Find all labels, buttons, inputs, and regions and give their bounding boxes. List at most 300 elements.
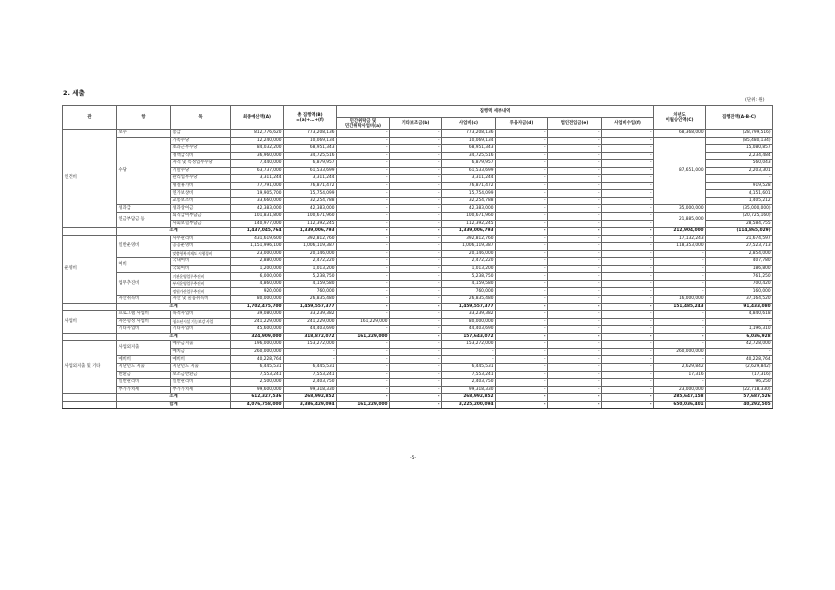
table-row xyxy=(63,379,773,387)
hang-general-operating: 일반운영비 xyxy=(117,235,171,258)
cell-final-budget: 612,327,536 xyxy=(231,394,284,402)
cell-final-budget: 77,791,000 xyxy=(231,182,284,190)
hang-travel: 여비 xyxy=(117,258,171,273)
cell-col-b: - xyxy=(390,401,442,409)
cell-col-f: - xyxy=(602,160,654,168)
page-number: -5- xyxy=(410,456,417,461)
cell-unused: - xyxy=(706,175,773,183)
cell-col-a: - xyxy=(337,190,390,198)
cell-col-c: 773,208,136 xyxy=(442,130,496,138)
cell-col-a: - xyxy=(337,273,390,281)
cell-col-a: - xyxy=(337,258,390,266)
subtotal-row xyxy=(63,228,773,236)
cell-col-b: - xyxy=(390,152,442,160)
cell-col-c: 6,879,957 xyxy=(442,160,496,168)
cell-col-b: - xyxy=(390,288,442,296)
cell-final-budget: 6,445,531 xyxy=(231,363,284,371)
cell-col-a: - xyxy=(337,394,390,402)
cell-col-d: - xyxy=(496,190,548,198)
cell-col-b: - xyxy=(390,379,442,387)
cell-carryover: - xyxy=(654,356,706,364)
cell-col-f: - xyxy=(602,235,654,243)
cell-col-e: - xyxy=(548,265,602,273)
cell-col-b: - xyxy=(390,243,442,251)
subtotal-label: 소계 xyxy=(117,228,231,236)
cell-final-budget: 4,860,000 xyxy=(231,280,284,288)
cell-col-f: - xyxy=(602,220,654,228)
cell-col-c: 1,013,200 xyxy=(442,265,496,273)
cell-total-exec: 153,272,000 xyxy=(284,341,337,349)
cell-col-c: 44,403,690 xyxy=(442,326,496,334)
cell-col-f: - xyxy=(602,265,654,273)
cell-carryover: 17,132,243 xyxy=(654,235,706,243)
cell-col-f: - xyxy=(602,280,654,288)
cell-col-d: - xyxy=(496,265,548,273)
cell-unused: 57,687,526 xyxy=(706,394,773,402)
subtotal-row xyxy=(63,394,773,402)
cell-final-budget: 42,383,000 xyxy=(231,205,284,213)
cell-carryover: 650,036,401 xyxy=(654,401,706,409)
header-col-a: 민간위탁금 및 민간위탁사업비(a) xyxy=(337,118,390,130)
cell-col-d: - xyxy=(496,167,548,175)
cell-unused: 96,250 xyxy=(706,379,773,387)
cell-col-f: - xyxy=(602,213,654,221)
cell-final-budget: 920,000 xyxy=(231,288,284,296)
cell-total-exec: 15,754,099 xyxy=(284,190,337,198)
cell-final-budget: 4,076,758,000 xyxy=(231,401,284,409)
hang-salary: 보수 xyxy=(117,130,171,138)
cell-col-f: - xyxy=(602,386,654,394)
section-title: 2. 세출 xyxy=(63,89,85,97)
cell-col-a: - xyxy=(337,130,390,138)
cell-final-budget: 19,905,700 xyxy=(231,190,284,198)
cell-total-exec: 1,013,200 xyxy=(284,265,337,273)
cell-col-b: - xyxy=(390,311,442,319)
cell-col-c: 20,146,000 xyxy=(442,250,496,258)
cell-col-c: 392,812,760 xyxy=(442,235,496,243)
cell-col-c: 80,000,000 xyxy=(442,318,496,326)
cell-final-budget: 101,831,800 xyxy=(231,213,284,221)
cell-col-d: - xyxy=(496,371,548,379)
cell-col-e: - xyxy=(548,394,602,402)
cell-col-d: - xyxy=(496,363,548,371)
gwan-other: 사업외지출 및 기타 xyxy=(63,341,117,394)
cell-col-b: - xyxy=(390,250,442,258)
cell-col-b: - xyxy=(390,220,442,228)
cell-total-exec: 3,386,429,094 xyxy=(284,401,337,409)
cell-col-c: 76,871,472 xyxy=(442,182,496,190)
cell-total-exec: 76,871,472 xyxy=(284,182,337,190)
cell-col-c: 2,472,220 xyxy=(442,258,496,266)
cell-carryover: - xyxy=(654,258,706,266)
cell-total-exec: - xyxy=(284,356,337,364)
cell-col-b: - xyxy=(390,190,442,198)
cell-col-b: - xyxy=(390,341,442,349)
cell-final-budget: 324,909,000 xyxy=(231,333,284,341)
cell-mok: 퇴직급여부담금 xyxy=(171,213,231,221)
table-row xyxy=(63,326,773,334)
cell-col-c: 7,553,241 xyxy=(442,371,496,379)
cell-mok: 부서운영업무추진비 xyxy=(171,280,231,288)
cell-col-f: - xyxy=(602,296,654,304)
cell-col-c: - xyxy=(442,356,496,364)
cell-mok: 기관운영업무추진비 xyxy=(171,273,231,281)
hang-business: 업무추진비 xyxy=(117,273,171,296)
cell-col-c: 33,239,382 xyxy=(442,311,496,319)
cell-total-exec: 4,159,580 xyxy=(284,280,337,288)
subtotal-label: 소계 xyxy=(117,303,231,311)
cell-col-d: - xyxy=(496,333,548,341)
cell-carryover: - xyxy=(654,379,706,387)
header-col-b: 기타보조금(b) xyxy=(390,118,442,130)
cell-carryover: 35,000,000 xyxy=(654,205,706,213)
cell-col-e: - xyxy=(548,160,602,168)
cell-col-f: - xyxy=(602,190,654,198)
cell-col-e: - xyxy=(548,190,602,198)
cell-mok: 일반관리비 xyxy=(171,379,231,387)
cell-col-d: - xyxy=(496,250,548,258)
subtotal-blank xyxy=(63,333,117,341)
cell-col-e: - xyxy=(548,213,602,221)
cell-final-budget: 2,880,000 xyxy=(231,258,284,266)
cell-col-e: - xyxy=(548,235,602,243)
cell-final-budget: 39,080,000 xyxy=(231,311,284,319)
cell-unused: (20,725,160) xyxy=(706,213,773,221)
cell-col-c: 6,445,531 xyxy=(442,363,496,371)
cell-col-e: - xyxy=(548,137,602,145)
header-col-d: 투융자금(d) xyxy=(496,118,548,130)
cell-col-c: 3,225,200,094 xyxy=(442,401,496,409)
cell-unused: 1,196,310 xyxy=(706,326,773,334)
cell-col-b: - xyxy=(390,167,442,175)
cell-col-a: - xyxy=(337,348,390,356)
cell-total-exec: 392,812,760 xyxy=(284,235,337,243)
cell-col-a: - xyxy=(337,386,390,394)
cell-final-budget: 23,000,000 xyxy=(231,250,284,258)
cell-mok: 자격 및 특정업무수당 xyxy=(171,160,231,168)
header-col-c: 사업비(c) xyxy=(442,118,496,130)
cell-col-a: - xyxy=(337,175,390,183)
cell-final-budget: 260,000,000 xyxy=(231,348,284,356)
cell-col-d: - xyxy=(496,326,548,334)
cell-col-b: - xyxy=(390,205,442,213)
cell-col-d: - xyxy=(496,273,548,281)
cell-col-d: - xyxy=(496,394,548,402)
cell-col-d: - xyxy=(496,296,548,304)
cell-col-b: - xyxy=(390,371,442,379)
cell-col-f: - xyxy=(602,356,654,364)
cell-col-a: - xyxy=(337,243,390,251)
cell-carryover: 87,651,000 xyxy=(654,137,706,205)
header-breakdown: 집행액 세부내역 xyxy=(337,106,654,118)
cell-carryover: 260,000,000 xyxy=(654,348,706,356)
cell-carryover: 2,629,842 xyxy=(654,363,706,371)
subtotal-blank xyxy=(63,401,117,409)
cell-col-d: - xyxy=(496,348,548,356)
cell-unused: 2,854,000 xyxy=(706,250,773,258)
cell-total-exec: 20,146,000 xyxy=(284,250,337,258)
cell-col-b: - xyxy=(390,130,442,138)
cell-mok: 명절휴가비 xyxy=(171,182,231,190)
cell-total-exec: 61,533,699 xyxy=(284,167,337,175)
cell-carryover: 68,368,000 xyxy=(654,130,706,138)
cell-col-c: 3,311,244 xyxy=(442,175,496,183)
cell-final-budget: 7,440,000 xyxy=(231,160,284,168)
cell-total-exec: 3,311,244 xyxy=(284,175,337,183)
cell-col-f: - xyxy=(602,288,654,296)
cell-col-a: - xyxy=(337,220,390,228)
cell-total-exec: 2,403,750 xyxy=(284,379,337,387)
cell-col-f: - xyxy=(602,258,654,266)
cell-total-exec: 1,339,006,793 xyxy=(284,228,337,236)
cell-unused: 2,234,484 xyxy=(706,152,773,160)
cell-total-exec: 760,000 xyxy=(284,288,337,296)
cell-col-d: - xyxy=(496,386,548,394)
cell-col-a: - xyxy=(337,152,390,160)
subtotal-row xyxy=(63,303,773,311)
cell-col-a: - xyxy=(337,197,390,205)
cell-col-c: 32,254,788 xyxy=(442,197,496,205)
gwan-operating: 운영비 xyxy=(63,235,117,303)
cell-col-c: 42,383,000 xyxy=(442,205,496,213)
cell-col-d: - xyxy=(496,130,548,138)
cell-carryover: - xyxy=(654,265,706,273)
subtotal-label: 소계 xyxy=(117,394,231,402)
cell-mok: 국내여비 xyxy=(171,258,231,266)
cell-unused: - xyxy=(706,348,773,356)
table-row xyxy=(63,341,773,349)
cell-total-exec: 7,553,241 xyxy=(284,371,337,379)
cell-carryover: 151,485,243 xyxy=(654,303,706,311)
cell-col-e: - xyxy=(548,333,602,341)
table-row xyxy=(63,130,773,138)
cell-col-c: 4,159,580 xyxy=(442,280,496,288)
cell-col-b: - xyxy=(390,386,442,394)
cell-col-e: - xyxy=(548,228,602,236)
cell-unused: - xyxy=(706,318,773,326)
subtotal-label: 합계 xyxy=(117,401,231,409)
cell-unused: (114,865,029) xyxy=(706,228,773,236)
cell-col-f: - xyxy=(602,401,654,409)
cell-col-f: - xyxy=(602,228,654,236)
hang-project: 자본형성 사업비 xyxy=(117,318,171,326)
cell-col-c: 10,069,134 xyxy=(442,137,496,145)
cell-mok: 초과근무수당 xyxy=(171,145,231,153)
cell-col-a: - xyxy=(337,363,390,371)
cell-col-f: - xyxy=(602,379,654,387)
cell-total-exec: 32,254,788 xyxy=(284,197,337,205)
cell-carryover: 118,353,000 xyxy=(654,243,706,251)
cell-final-budget: 1,151,996,100 xyxy=(231,243,284,251)
cell-col-f: - xyxy=(602,371,654,379)
cell-col-a: - xyxy=(337,341,390,349)
subtotal-row xyxy=(63,333,773,341)
cell-final-budget: 99,600,000 xyxy=(231,386,284,394)
cell-final-budget: 1,437,045,764 xyxy=(231,228,284,236)
cell-col-c: 112,392,245 xyxy=(442,220,496,228)
cell-final-budget: 3,311,244 xyxy=(231,175,284,183)
cell-col-e: - xyxy=(548,356,602,364)
cell-col-e: - xyxy=(548,296,602,304)
cell-col-e: - xyxy=(548,197,602,205)
cell-mok: 청소년시설 기능보강 사업 xyxy=(171,318,231,326)
cell-col-b: - xyxy=(390,326,442,334)
hang-project: 기타사업비 xyxy=(117,326,171,334)
cell-total-exec: 5,238,750 xyxy=(284,273,337,281)
hang-other: 반환금 xyxy=(117,371,171,379)
subtotal-blank xyxy=(63,303,117,311)
gwan-personnel: 인건비 xyxy=(63,130,117,228)
cell-col-e: - xyxy=(548,258,602,266)
cell-carryover: 23,000,000 xyxy=(654,386,706,394)
cell-unused: 761,250 xyxy=(706,273,773,281)
cell-col-d: - xyxy=(496,235,548,243)
cell-col-d: - xyxy=(496,182,548,190)
hang-other: 일반관리비 xyxy=(117,379,171,387)
cell-col-a: 161,229,000 xyxy=(337,401,390,409)
cell-col-c: 153,272,000 xyxy=(442,341,496,349)
table-row xyxy=(63,371,773,379)
cell-col-c: 268,992,852 xyxy=(442,394,496,402)
cell-total-exec: 10,069,134 xyxy=(284,137,337,145)
cell-mok: 보조금반환금 xyxy=(171,371,231,379)
cell-col-b: - xyxy=(390,356,442,364)
cell-col-c: 1,459,557,377 xyxy=(442,303,496,311)
cell-col-f: - xyxy=(602,303,654,311)
cell-col-f: - xyxy=(602,137,654,145)
header-total-exec: 총 집행액(B) =(a)+…+(f) xyxy=(284,106,337,130)
hang-performance: 성과급 xyxy=(117,205,171,213)
cell-unused: 4,151,601 xyxy=(706,190,773,198)
cell-col-c: 1,006,119,387 xyxy=(442,243,496,251)
cell-col-f: - xyxy=(602,145,654,153)
cell-col-b: - xyxy=(390,145,442,153)
cell-col-b: - xyxy=(390,303,442,311)
cell-col-c: 5,238,750 xyxy=(442,273,496,281)
cell-col-a: - xyxy=(337,160,390,168)
cell-col-e: - xyxy=(548,363,602,371)
cell-col-e: - xyxy=(548,280,602,288)
cell-col-a: - xyxy=(337,137,390,145)
cell-col-b: - xyxy=(390,160,442,168)
cell-col-b: - xyxy=(390,197,442,205)
cell-total-exec: 44,403,690 xyxy=(284,326,337,334)
cell-col-e: - xyxy=(548,348,602,356)
cell-col-d: - xyxy=(496,220,548,228)
cell-col-e: - xyxy=(548,220,602,228)
cell-final-budget: 84,032,200 xyxy=(231,145,284,153)
cell-col-e: - xyxy=(548,175,602,183)
cell-mok: 사회보험부담금 xyxy=(171,220,231,228)
cell-col-a: - xyxy=(337,280,390,288)
cell-final-budget: 241,229,000 xyxy=(231,318,284,326)
cell-unused: (2,629,842) xyxy=(706,363,773,371)
hang-other: 예비비 xyxy=(117,356,171,364)
cell-col-b: - xyxy=(390,228,442,236)
cell-col-a: - xyxy=(337,288,390,296)
subtotal-label: 소계 xyxy=(117,333,231,341)
cell-col-b: - xyxy=(390,235,442,243)
cell-unused: 4,840,618 xyxy=(706,311,773,319)
cell-col-e: - xyxy=(548,145,602,153)
cell-col-c: 99,318,330 xyxy=(442,386,496,394)
table-row xyxy=(63,318,773,326)
cell-total-exec: 112,392,245 xyxy=(284,220,337,228)
cell-col-f: - xyxy=(602,250,654,258)
cell-col-e: - xyxy=(548,288,602,296)
cell-col-d: - xyxy=(496,280,548,288)
cell-col-a: - xyxy=(337,311,390,319)
cell-carryover: - xyxy=(654,280,706,288)
cell-col-d: - xyxy=(496,379,548,387)
cell-col-c: 34,725,516 xyxy=(442,152,496,160)
cell-total-exec: 34,725,516 xyxy=(284,152,337,160)
cell-col-b: - xyxy=(390,333,442,341)
table-row xyxy=(63,386,773,394)
cell-col-d: - xyxy=(496,303,548,311)
header-gwan: 관 xyxy=(63,106,117,130)
unit-label: (단위: 원) xyxy=(745,98,765,103)
cell-mok: 공공운영비 xyxy=(171,243,231,251)
cell-col-c: 760,000 xyxy=(442,288,496,296)
cell-unused: 560,043 xyxy=(706,160,773,168)
cell-total-exec: 42,383,000 xyxy=(284,205,337,213)
cell-final-budget: 1,200,000 xyxy=(231,265,284,273)
cell-col-e: - xyxy=(548,341,602,349)
cell-col-d: - xyxy=(496,318,548,326)
cell-col-f: - xyxy=(602,348,654,356)
table-row xyxy=(63,296,773,304)
cell-col-f: - xyxy=(602,326,654,334)
cell-mok: 예치금 xyxy=(171,348,231,356)
cell-col-b: - xyxy=(390,182,442,190)
cell-col-e: - xyxy=(548,318,602,326)
cell-final-budget: 63,737,000 xyxy=(231,167,284,175)
cell-unused: 700,420 xyxy=(706,280,773,288)
cell-col-b: - xyxy=(390,265,442,273)
cell-total-exec: 6,445,531 xyxy=(284,363,337,371)
hang-project: 프로그램 사업비 xyxy=(117,311,171,319)
cell-carryover: - xyxy=(654,318,706,326)
cell-carryover: 17,316 xyxy=(654,371,706,379)
cell-col-d: - xyxy=(496,243,548,251)
cell-final-budget: 140,977,000 xyxy=(231,220,284,228)
cell-col-b: - xyxy=(390,258,442,266)
header-carryover: 차년도 이월승인액(C) xyxy=(654,106,706,130)
cell-col-a: - xyxy=(337,250,390,258)
cell-col-f: - xyxy=(602,311,654,319)
cell-unused: 2,203,301 xyxy=(706,167,773,175)
cell-final-budget: 40,228,764 xyxy=(231,356,284,364)
subtotal-row xyxy=(63,401,773,409)
cell-unused: (17,316) xyxy=(706,371,773,379)
expenditure-table xyxy=(62,105,773,409)
cell-col-f: - xyxy=(602,333,654,341)
cell-col-a: 161,229,000 xyxy=(337,333,390,341)
cell-unused: 15,080,857 xyxy=(706,145,773,153)
cell-unused: 919,528 xyxy=(706,182,773,190)
cell-col-a: - xyxy=(337,379,390,387)
cell-col-e: - xyxy=(548,311,602,319)
cell-col-f: - xyxy=(602,152,654,160)
cell-final-budget: 36,960,000 xyxy=(231,152,284,160)
cell-col-b: - xyxy=(390,280,442,288)
table-row xyxy=(63,213,773,221)
cell-total-exec: 68,951,343 xyxy=(284,145,337,153)
cell-col-d: - xyxy=(496,213,548,221)
cell-col-b: - xyxy=(390,273,442,281)
cell-col-e: - xyxy=(548,167,602,175)
